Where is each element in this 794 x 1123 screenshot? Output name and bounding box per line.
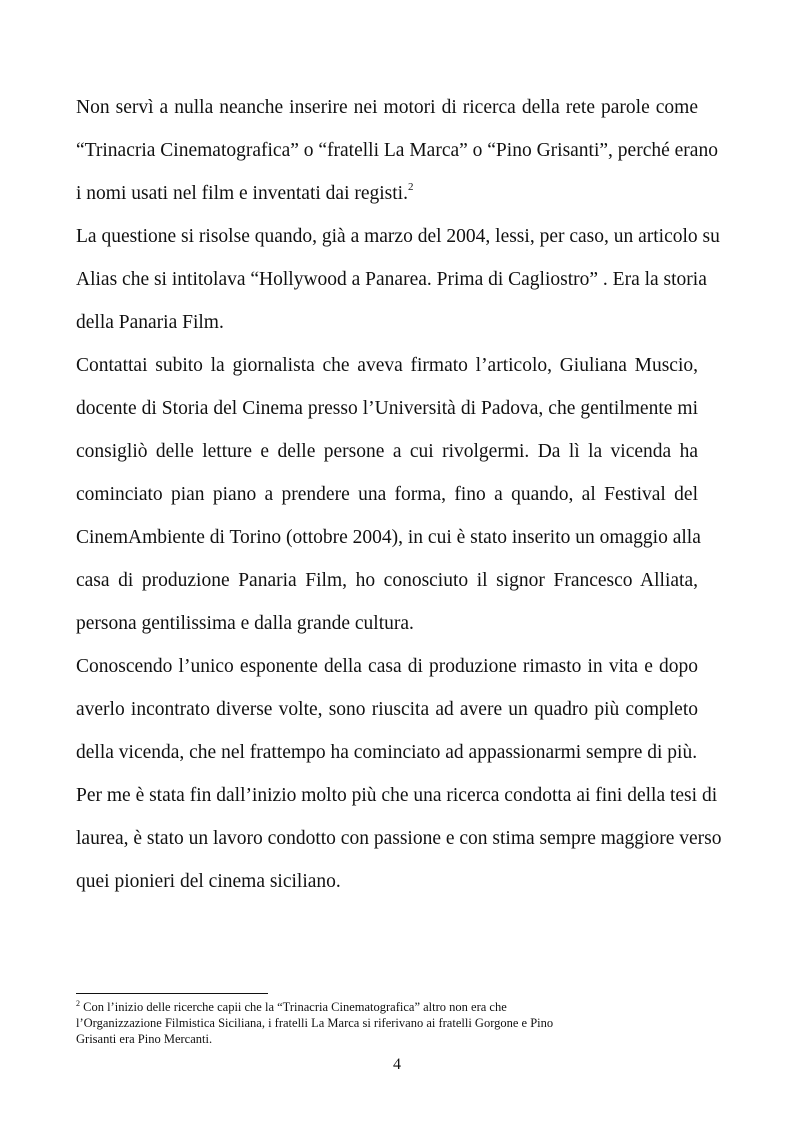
text-line: casa di produzione Panaria Film, ho conosciuto il signor Francesco Alliata, xyxy=(76,570,698,591)
text-line: CinemAmbiente di Torino (ottobre 2004), in cui è stato inserito un omaggio alla xyxy=(76,527,701,548)
text-line: “Trinacria Cinematografica” o “fratelli La Marca” o “Pino Grisanti”, perché erano xyxy=(76,140,718,161)
text-line: Contattai subito la giornalista che aveva firmato l’articolo, Giuliana Muscio, xyxy=(76,355,698,376)
text-line: della Panaria Film. xyxy=(76,312,224,333)
body-text xyxy=(76,86,722,903)
footnote xyxy=(76,999,636,1047)
paragraph-5 xyxy=(76,774,722,903)
text-line: persona gentilissima e dalla grande cultura. xyxy=(76,613,414,634)
footnote-reference[interactable]: 2 xyxy=(407,181,414,193)
text-line: consigliò delle letture e delle persone a cui rivolgermi. Da lì la vicenda ha xyxy=(76,441,698,462)
text-line xyxy=(76,172,698,215)
footnote-line xyxy=(76,999,636,1015)
text-line: della vicenda, che nel frattempo ha cominciato ad appassionarmi sempre di più. xyxy=(76,742,698,763)
paragraph-4 xyxy=(76,645,698,774)
text-line: Conoscendo l’unico esponente della casa di produzione rimasto in vita e dopo xyxy=(76,656,698,677)
footnote-text: Con l’inizio delle ricerche capii che la “Trinacria Cinematografica” altro non era che xyxy=(80,1000,507,1014)
footnote-separator xyxy=(76,993,268,994)
text-line: Per me è stata fin dall’inizio molto più che una ricerca condotta ai fini della tesi di xyxy=(76,785,718,806)
text-line: laurea, è stato un lavoro condotto con passione e con stima sempre maggiore verso xyxy=(76,828,722,849)
footnote-line: Grisanti era Pino Mercanti. xyxy=(76,1032,213,1046)
text-line: docente di Storia del Cinema presso l’Università di Padova, che gentilmente mi xyxy=(76,398,698,419)
text-line: Non servì a nulla neanche inserire nei motori di ricerca della rete parole come xyxy=(76,97,698,118)
paragraph-1 xyxy=(76,86,718,215)
text-line: averlo incontrato diverse volte, sono riuscita ad avere un quadro più completo xyxy=(76,699,698,720)
text-line: quei pionieri del cinema siciliano. xyxy=(76,871,341,892)
text-line-content: i nomi usati nel film e inventati dai registi. xyxy=(76,183,408,204)
paragraph-3 xyxy=(76,344,701,645)
footnote-line: l’Organizzazione Filmistica Siciliana, i fratelli La Marca si riferivano ai fratelli Gorgone e Pino xyxy=(76,1016,554,1030)
text-line: La questione si risolse quando, già a marzo del 2004, lessi, per caso, un articolo su xyxy=(76,226,720,247)
text-line: Alias che si intitolava “Hollywood a Panarea. Prima di Cagliostro” . Era la storia xyxy=(76,269,707,290)
footnote-number: 2 xyxy=(76,999,80,1008)
paragraph-2 xyxy=(76,215,720,344)
text-line: cominciato pian piano a prendere una forma, fino a quando, al Festival del xyxy=(76,484,698,505)
page-number: 4 xyxy=(393,1056,401,1073)
